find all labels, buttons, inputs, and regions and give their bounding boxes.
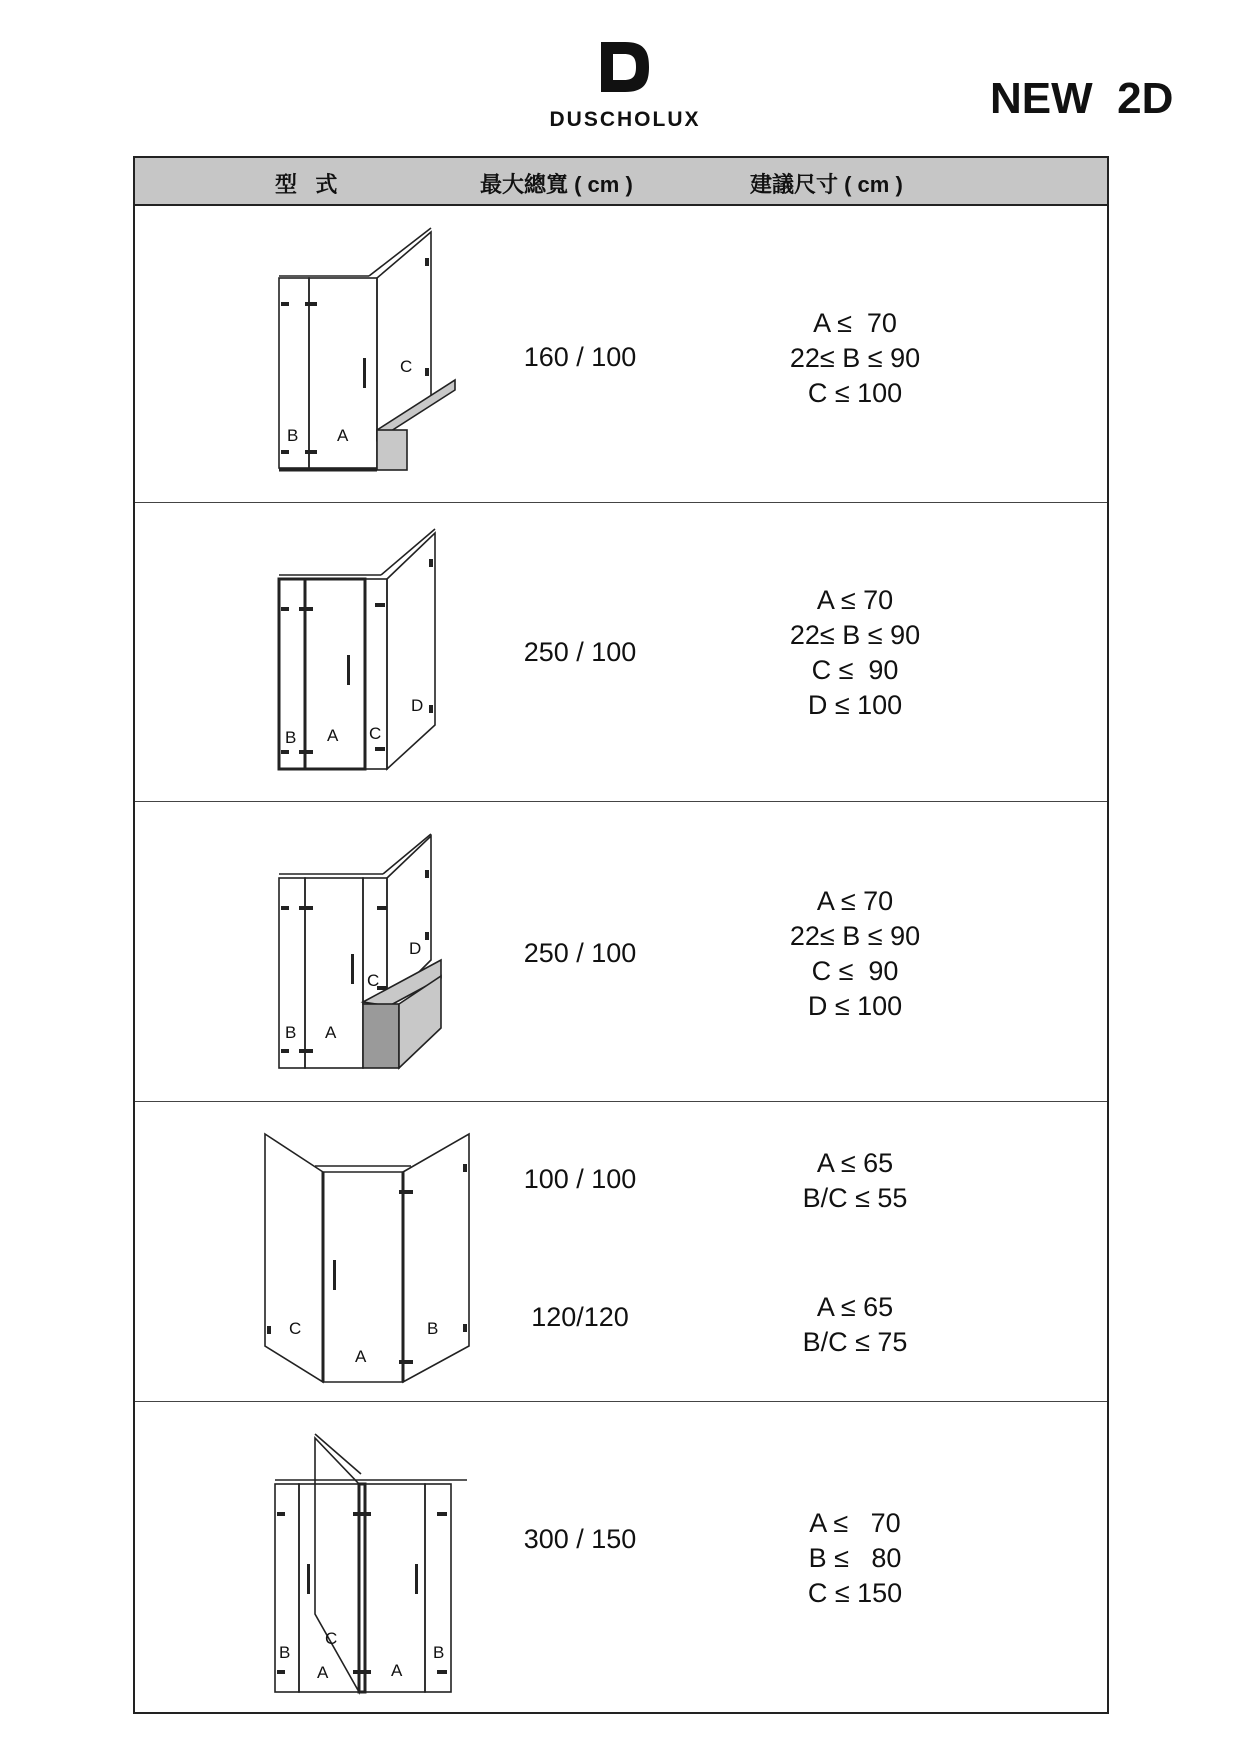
model-title: NEW 2D (990, 74, 1174, 123)
table-row (135, 206, 1107, 502)
panel-label: A (337, 426, 349, 445)
spec-list (715, 1506, 995, 1611)
spec-line: A ≤ 65 (816, 1148, 894, 1178)
spec-line: A ≤ 70 (813, 308, 897, 338)
spec-line: D ≤ 100 (807, 690, 903, 720)
panel-label: B (279, 1643, 291, 1662)
panel-label: B (285, 1023, 297, 1042)
panel-label: B (427, 1319, 439, 1338)
spec-list (715, 1146, 995, 1216)
max-width-value: 100 / 100 (523, 1164, 637, 1194)
spec-line: B ≤ 80 (808, 1543, 902, 1573)
spec-line: D ≤ 100 (807, 991, 903, 1021)
spec-line: C ≤ 150 (807, 1578, 903, 1608)
shower-diagram-4 (205, 1114, 485, 1394)
shower-diagram-1 (205, 218, 485, 488)
spec-line: C ≤ 90 (811, 956, 899, 986)
spec-line: C ≤ 90 (811, 655, 899, 685)
spec-line: B/C ≤ 75 (802, 1327, 908, 1357)
panel-label: B (287, 426, 299, 445)
spec-list (715, 306, 995, 411)
max-width-value: 300 / 150 (523, 1524, 637, 1554)
header-type: 型 式 (275, 172, 338, 197)
spec-table (133, 156, 1109, 1714)
max-width-value: 250 / 100 (523, 938, 637, 968)
panel-label: A (325, 1023, 337, 1042)
panel-label: C (400, 357, 413, 376)
spec-list (715, 884, 995, 1024)
panel-label: A (355, 1347, 367, 1366)
table-header (135, 158, 1107, 206)
spec-line: 22≤ B ≤ 90 (789, 921, 921, 951)
panel-label: D (409, 939, 422, 958)
shower-diagram-3 (205, 814, 485, 1084)
panel-label: B (285, 728, 297, 747)
panel-label: A (391, 1661, 403, 1680)
duscholux-d-icon (597, 38, 653, 96)
spec-line: A ≤ 70 (816, 886, 894, 916)
max-width-value: 250 / 100 (523, 637, 637, 667)
spec-line: 22≤ B ≤ 90 (789, 620, 921, 650)
panel-label: C (325, 1629, 338, 1648)
spec-line: A ≤ 65 (816, 1292, 894, 1322)
spec-list (715, 1290, 995, 1360)
panel-label: A (327, 726, 339, 745)
table-row (135, 502, 1107, 802)
shower-diagram-5 (205, 1414, 485, 1704)
panel-label: C (289, 1319, 302, 1338)
spec-list (715, 583, 995, 723)
panel-label: B (433, 1643, 445, 1662)
spec-line: A ≤ 70 (809, 1508, 901, 1538)
max-width-value: 160 / 100 (523, 342, 637, 372)
shower-diagram-2 (205, 515, 485, 785)
panel-label: C (369, 724, 382, 743)
panel-label: A (317, 1663, 329, 1682)
brand-name: DUSCHOLUX (549, 108, 701, 131)
spec-line: B/C ≤ 55 (802, 1183, 908, 1213)
table-row (135, 1401, 1107, 1715)
header-max-width: 最大總寬 ( cm ) (480, 172, 633, 197)
spec-line: C ≤ 100 (807, 378, 903, 408)
panel-label: D (411, 696, 424, 715)
header-suggested-size: 建議尺寸 ( cm ) (750, 172, 903, 197)
table-row (135, 801, 1107, 1102)
brand-logo (540, 38, 710, 138)
table-row (135, 1101, 1107, 1402)
spec-line: A ≤ 70 (816, 585, 894, 615)
panel-label: C (367, 971, 380, 990)
spec-line: 22≤ B ≤ 90 (789, 343, 921, 373)
max-width-value: 120/120 (531, 1302, 629, 1332)
